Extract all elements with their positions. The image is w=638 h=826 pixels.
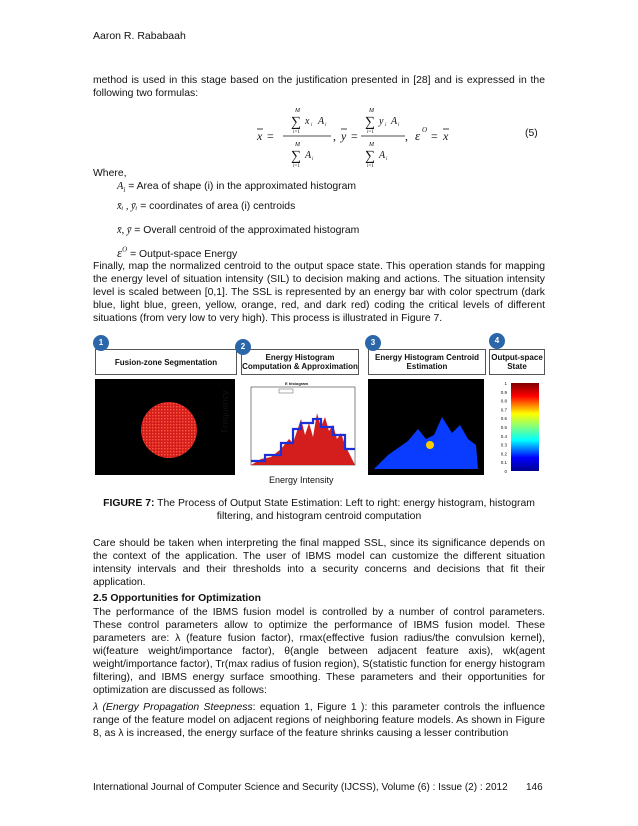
svg-text:M: M	[369, 108, 374, 114]
svg-text:y: y	[379, 116, 384, 127]
figure-caption	[93, 497, 545, 523]
def-text: = Area of shape (i) in the approximated histogram	[125, 181, 357, 192]
def-symbol-epsilon: $\varepsilon^O$	[117, 245, 128, 260]
svg-text:i: i	[385, 123, 387, 128]
svg-text:A: A	[379, 150, 386, 161]
paragraph-1: Finally, map the normalized centroid to the output space state. This operation stands for mapping the energy level of situation intensity (SIL) to decision making and actions. The situation intensity level is scaled between [0,1]. The SSL is represented by an energy bar with color spectrum (dark blue, light blue, green, yellow, orange, red, and dark red) coding the critical levels of different situations (from very low to very high). This process is illustrated in Figure 7.	[93, 261, 545, 324]
y-axis-label: Frequency	[220, 390, 230, 433]
caption-label: FIGURE 7:	[103, 498, 155, 509]
step-badge-1: 1	[93, 335, 109, 351]
centroid-svg	[368, 379, 484, 475]
svg-text:i: i	[311, 123, 313, 128]
svg-text:=: =	[267, 129, 274, 143]
section-heading: 2.5 Opportunities for Optimization	[93, 593, 261, 604]
svg-text:i: i	[398, 123, 400, 128]
where-label: Where,	[93, 168, 127, 179]
param-name: λ (Energy Propagation Steepness	[93, 702, 253, 713]
svg-text:M: M	[295, 142, 300, 148]
svg-text:,: ,	[405, 129, 408, 143]
colorbar-tick: 0	[504, 469, 507, 474]
journal-footer: International Journal of Computer Science and Security (IJCSS), Volume (6) : Issue (2) : 2012	[93, 782, 508, 793]
colorbar-tick: 0.9	[500, 390, 507, 395]
param-description: : equation 1, Figure 1 ): this parameter controls the influence range of the feature model on adjacent regions of neighboring feature models. As shown in Figure 8, as λ is increased, the energy surface of the feature shrinks causing a lesser contribution	[93, 702, 545, 739]
colorbar-tick: 0.8	[500, 398, 507, 404]
svg-text:A: A	[391, 116, 398, 127]
step-badge-4: 4	[489, 333, 505, 349]
output-state-colorbar	[489, 379, 545, 475]
svg-text:i=1: i=1	[293, 164, 300, 168]
page-number: 146	[526, 782, 543, 793]
def-text: = coordinates of area (i) centroids	[137, 201, 296, 212]
svg-text:=: =	[351, 129, 358, 143]
intro-paragraph: method is used in this stage based on the justification presented in [28] and is expressed in the following two formulas:	[93, 75, 545, 99]
histogram-svg	[241, 379, 357, 475]
step-box-1: Fusion-zone Segmentation	[95, 349, 237, 375]
svg-text:=: =	[431, 129, 438, 143]
svg-text:A: A	[305, 150, 312, 161]
definition-centroids	[117, 201, 295, 212]
running-header: Aaron R. Rababaah	[93, 30, 186, 42]
equation-number: (5)	[525, 128, 538, 139]
svg-text:,: ,	[333, 129, 336, 143]
svg-text:i=1: i=1	[367, 164, 374, 168]
svg-text:A: A	[318, 116, 325, 127]
svg-text:∑: ∑	[365, 115, 375, 130]
histogram-title: E histogram	[285, 381, 309, 386]
colorbar-tick: 0.7	[500, 407, 507, 413]
svg-text:∑: ∑	[291, 149, 301, 164]
fusion-zone-disk	[141, 402, 197, 458]
step-box-2: Energy Histogram Computation & Approximation	[241, 349, 359, 375]
equation-5	[255, 104, 455, 168]
def-symbol-overall: x̄, ȳ	[117, 225, 132, 236]
svg-text:O: O	[422, 126, 428, 134]
equation-svg	[255, 104, 455, 168]
definition-overall-centroid	[117, 225, 359, 236]
definition-area	[117, 181, 356, 194]
fusion-zone-svg	[95, 379, 235, 475]
colorbar-tick: 0.4	[500, 433, 507, 439]
svg-text:M: M	[295, 108, 300, 114]
svg-text:i=1: i=1	[367, 130, 374, 135]
step-badge-2: 2	[235, 339, 251, 355]
svg-text:x: x	[305, 116, 310, 127]
colorbar-tick: 0.1	[500, 460, 507, 466]
step-box-3: Energy Histogram Centroid Estimation	[368, 349, 486, 375]
def-symbol-area: $A_i$	[117, 181, 126, 195]
paragraph-4	[93, 701, 545, 740]
colorbar-tick: 1	[504, 381, 507, 386]
paragraph-2: Care should be taken when interpreting the final mapped SSL, since its significance depends on the context of the application. The user of IBMS model can customize the different situation intensity intervals and their thresholds into a security concerns and decisions that fit their application.	[93, 538, 545, 588]
svg-text:i=1: i=1	[293, 130, 300, 135]
colorbar-tick: 0.5	[500, 425, 507, 430]
centroid-image	[368, 379, 484, 475]
svg-text:∑: ∑	[291, 115, 301, 130]
svg-text:ε: ε	[415, 128, 421, 143]
colorbar-tick: 0.3	[500, 442, 507, 448]
svg-text:i: i	[325, 123, 327, 128]
colorbar-svg	[489, 379, 545, 475]
svg-text:y: y	[341, 129, 347, 143]
svg-text:x: x	[443, 129, 449, 143]
figure-7	[93, 333, 545, 493]
svg-text:M: M	[369, 142, 374, 148]
svg-text:x: x	[257, 129, 263, 143]
svg-text:i: i	[386, 157, 388, 162]
step-badge-3: 3	[365, 335, 381, 351]
paragraph-3: The performance of the IBMS fusion model is controlled by a number of control parameters. These control parameters allow to optimize the performance of IBMS fusion model. These parameters are: λ (feature fusion factor), rmax(effective fusion radius/the convulsion kernel), wi(feature weight/importance factor), θ(angle between adjacent feature axis), wk(agent weight/importance factor), Tr(max radius of fusion region), S(statistic function for energy histogram filtering), and IBMS energy surface smoothing. These parameters and their opportunities for optimization are discussed as follows:	[93, 607, 545, 696]
histogram-panel	[241, 379, 357, 475]
caption-text: The Process of Output State Estimation: Left to right: energy histogram, histogram filtering, and histogram centroid computation	[154, 498, 535, 522]
fusion-zone-image	[95, 379, 235, 475]
definition-output-energy	[117, 245, 237, 261]
def-symbol-centroids: x̄ᵢ , ȳᵢ	[117, 201, 138, 212]
svg-text:∑: ∑	[365, 149, 375, 164]
svg-text:i: i	[312, 157, 314, 162]
step-box-4: Output-space State	[489, 349, 545, 375]
colorbar-tick: 0.2	[500, 451, 507, 457]
x-axis-label: Energy Intensity	[269, 475, 334, 485]
def-text: = Overall centroid of the approximated histogram	[131, 225, 360, 236]
def-text: = Output-space Energy	[127, 249, 238, 260]
colorbar-tick: 0.6	[500, 416, 507, 422]
centroid-marker	[426, 441, 434, 449]
